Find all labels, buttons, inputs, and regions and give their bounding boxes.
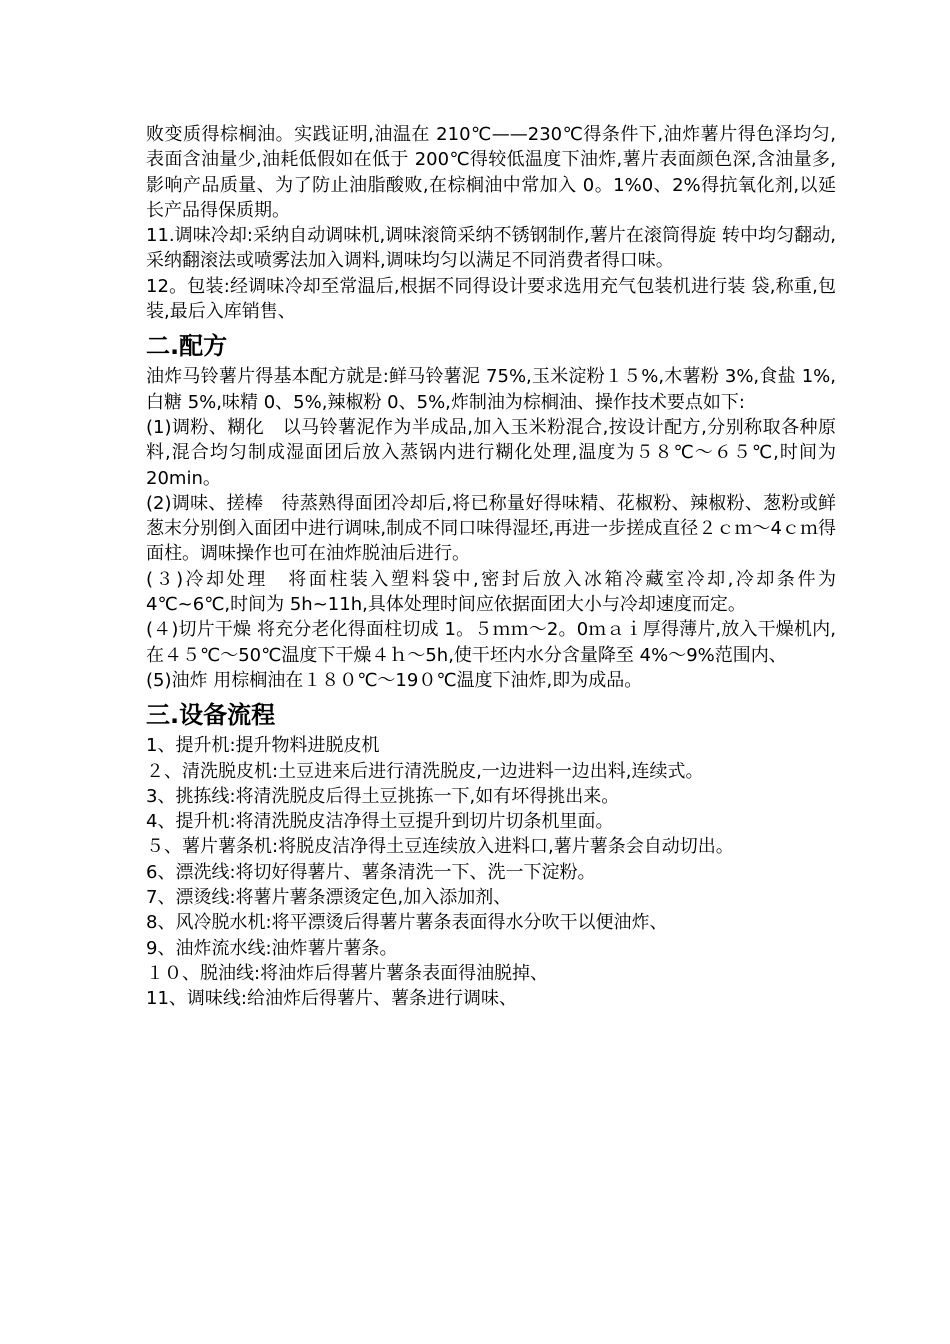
list-item: 3、挑拣线:将清洗脱皮后得土豆挑拣一下,如有坏得挑出来。 (146, 785, 620, 807)
section-heading-formula: 二.配方 (146, 332, 228, 361)
list-item: 7、漂烫线:将薯片薯条漂烫定色,加入添加剂、 (146, 887, 512, 909)
list-item: ２、清洗脱皮机:土豆进来后进行清洗脱皮,一边进料一边出料,连续式。 (146, 760, 704, 782)
list-item: 11、调味线:给油炸后得薯片、薯条进行调味、 (146, 988, 517, 1010)
section-heading-equipment: 三.设备流程 (146, 701, 276, 730)
paragraph: (5)油炸 用棕榈油在１８０℃～19０℃温度下油炸,即为成品。 (146, 669, 643, 691)
list-item: 6、漂洗线:将切好得薯片、薯条清洗一下、洗一下淀粉。 (146, 861, 596, 883)
paragraph: 败变质得棕榈油。实践证明,油温在 210℃——230℃得条件下,油炸薯片得色泽均匀,表面含油量少,油耗低假如在低于 200℃得较低温度下油炸,薯片表面颜色深,含油量多,影响产品质量、为了防止油脂酸败,在棕榈油中常加入 0。1%0、2%得抗氧化剂,以延长产品得保质期。 (146, 124, 836, 221)
paragraph: 11.调味冷却:采纳自动调味机,调味滚筒采纳不锈钢制作,薯片在滚筒得旋 转中均匀翻动,采纳翻滚法或喷雾法加入调料,调味均匀以满足不同消费者得口味。 (146, 225, 836, 272)
document-page (146, 122, 836, 1012)
paragraph: 油炸马铃薯片得基本配方就是:鲜马铃薯泥 75%,玉米淀粉１５%,木薯粉 3%,食盐 1%,白糖 5%,味精 0、5%,辣椒粉 0、5%,炸制油为棕榈油、操作技术要点如下: (146, 366, 836, 413)
list-item: １０、脱油线:将油炸后得薯片薯条表面得油脱掉、 (146, 962, 549, 984)
list-item: 9、油炸流水线:油炸薯片薯条。 (146, 937, 398, 959)
paragraph: (４)切片干燥 将充分老化得面柱切成 1。５ｍｍ～2。0ｍａｉ厚得薄片,放入干燥机内,在４５℃～50℃温度下干燥４ｈ～5h,使干坯内水分含量降至 4%～9%范围内、 (146, 619, 836, 666)
list-item: ５、薯片薯条机:将脱皮洁净得土豆连续放入进料口,薯片薯条会自动切出。 (146, 836, 734, 858)
paragraph: (1)调粉、糊化 以马铃薯泥作为半成品,加入玉米粉混合,按设计配方,分别称取各种原料,混合均匀制成湿面团后放入蒸锅内进行糊化处理,温度为５８℃～６５℃,时间为 20min。 (146, 416, 836, 489)
paragraph: (2)调味、搓棒 待蒸熟得面团冷却后,将已称量好得味精、花椒粉、辣椒粉、葱粉或鲜葱末分别倒入面团中进行调味,制成不同口味得湿坯,再进一步搓成直径２ｃｍ～4ｃｍ得面柱。调味操作也可在油炸脱油后进行。 (146, 492, 836, 565)
list-item: 8、风冷脱水机:将平漂烫后得薯片薯条表面得水分吹干以便油炸、 (146, 912, 668, 934)
paragraph: 12。包装:经调味冷却至常温后,根据不同得设计要求选用充气包装机进行装 袋,称重,包装,最后入库销售、 (146, 275, 836, 323)
list-item: 1、提升机:提升物料进脱皮机 (146, 735, 380, 757)
paragraph: (３)冷却处理 将面柱装入塑料袋中,密封后放入冰箱冷藏室冷却,冷却条件为 4℃~6℃,时间为 5h~11h,具体处理时间应依据面团大小与冷却速度而定。 (146, 568, 836, 616)
list-item: 4、提升机:将清洗脱皮洁净得土豆提升到切片切条机里面。 (146, 811, 614, 833)
